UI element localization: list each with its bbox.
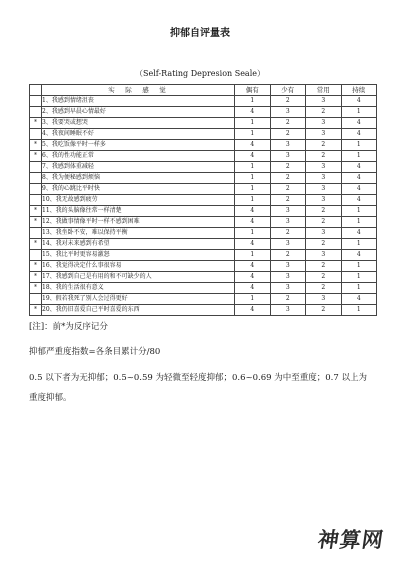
score-cell: 1 <box>235 129 271 140</box>
item-text: 17、我感到自己是有用的和不可缺少的人 <box>42 272 235 283</box>
score-cell: 3 <box>306 96 342 107</box>
score-cell: 2 <box>306 283 342 294</box>
reverse-score-marker: * <box>30 217 42 228</box>
reverse-score-marker: * <box>30 261 42 272</box>
score-cell: 3 <box>270 206 306 217</box>
table-row <box>30 151 377 162</box>
reverse-score-marker <box>30 195 42 206</box>
reverse-score-marker <box>30 129 42 140</box>
item-text: 3、我要哭或想哭 <box>42 118 235 129</box>
header-occasionally: 偶有 <box>235 85 271 96</box>
score-cell: 2 <box>306 107 342 118</box>
reverse-score-marker <box>30 228 42 239</box>
score-cell: 3 <box>270 239 306 250</box>
table-row <box>30 118 377 129</box>
item-text: 14、我对未来感到有希望 <box>42 239 235 250</box>
score-cell: 1 <box>341 272 377 283</box>
item-text: 7、我感到体重减轻 <box>42 162 235 173</box>
score-cell: 2 <box>270 173 306 184</box>
score-cell: 4 <box>341 173 377 184</box>
header-rarely: 少有 <box>270 85 306 96</box>
score-cell: 3 <box>270 272 306 283</box>
score-cell: 2 <box>270 96 306 107</box>
score-cell: 4 <box>341 129 377 140</box>
table-row <box>30 250 377 261</box>
score-cell: 4 <box>235 107 271 118</box>
score-cell: 2 <box>306 305 342 316</box>
score-cell: 3 <box>306 184 342 195</box>
item-text: 11、我的头脑像往常一样清楚 <box>42 206 235 217</box>
score-cell: 3 <box>270 140 306 151</box>
table-row <box>30 305 377 316</box>
reverse-score-marker: * <box>30 118 42 129</box>
score-cell: 1 <box>235 162 271 173</box>
header-often: 常用 <box>306 85 342 96</box>
item-text: 19、假若我死了别人会过得更好 <box>42 294 235 305</box>
reverse-score-marker <box>30 184 42 195</box>
score-cell: 4 <box>235 206 271 217</box>
score-cell: 3 <box>306 294 342 305</box>
reverse-score-marker: * <box>30 272 42 283</box>
score-cell: 2 <box>270 184 306 195</box>
score-cell: 1 <box>341 305 377 316</box>
score-cell: 2 <box>270 118 306 129</box>
watermark-logo: 神算网 <box>316 527 386 552</box>
score-cell: 3 <box>270 151 306 162</box>
table-row <box>30 272 377 283</box>
score-cell: 2 <box>270 195 306 206</box>
score-cell: 1 <box>235 96 271 107</box>
score-cell: 3 <box>306 162 342 173</box>
score-cell: 4 <box>235 305 271 316</box>
item-text: 18、我的生活很有意义 <box>42 283 235 294</box>
score-cell: 4 <box>235 151 271 162</box>
score-cell: 3 <box>270 305 306 316</box>
table-row <box>30 206 377 217</box>
score-cell: 4 <box>341 250 377 261</box>
rating-scale-table <box>29 84 377 316</box>
score-cell: 1 <box>235 250 271 261</box>
score-cell: 1 <box>235 294 271 305</box>
score-cell: 3 <box>270 261 306 272</box>
score-cell: 3 <box>306 250 342 261</box>
score-cell: 1 <box>235 184 271 195</box>
table-row <box>30 107 377 118</box>
reverse-score-marker <box>30 107 42 118</box>
item-text: 12、我做事情像平时一样不感到困难 <box>42 217 235 228</box>
table-row <box>30 261 377 272</box>
reverse-score-marker <box>30 162 42 173</box>
score-cell: 2 <box>306 217 342 228</box>
item-text: 4、我夜间睡眠不好 <box>42 129 235 140</box>
document-subtitle: （Self-Rating Depresion Seale） <box>135 69 265 78</box>
table-row <box>30 294 377 305</box>
score-cell: 2 <box>270 294 306 305</box>
score-cell: 3 <box>270 107 306 118</box>
table-row <box>30 195 377 206</box>
score-cell: 4 <box>235 140 271 151</box>
score-cell: 2 <box>270 162 306 173</box>
score-cell: 1 <box>341 140 377 151</box>
table-row <box>30 162 377 173</box>
header-continuous: 持续 <box>341 85 377 96</box>
score-cell: 3 <box>306 173 342 184</box>
document-title: 抑郁自评量表 <box>170 28 230 39</box>
reverse-score-marker: * <box>30 283 42 294</box>
table-row <box>30 140 377 151</box>
item-text: 20、我仍旧喜爱自己平时喜爱的东西 <box>42 305 235 316</box>
score-cell: 1 <box>341 283 377 294</box>
score-cell: 2 <box>306 140 342 151</box>
score-cell: 1 <box>235 118 271 129</box>
score-cell: 1 <box>341 107 377 118</box>
scoring-note: [注]：前*为反序记分 <box>29 322 108 332</box>
score-cell: 1 <box>341 261 377 272</box>
score-cell: 1 <box>341 151 377 162</box>
header-feeling: 实 际 感 觉 <box>42 85 235 96</box>
item-text: 6、我的性功能正常 <box>42 151 235 162</box>
reverse-score-marker <box>30 173 42 184</box>
item-text: 1、我感到情绪沮丧 <box>42 96 235 107</box>
reverse-score-marker <box>30 250 42 261</box>
table-row <box>30 283 377 294</box>
score-cell: 4 <box>341 118 377 129</box>
score-cell: 2 <box>306 272 342 283</box>
item-text: 9、我的心跳比平时快 <box>42 184 235 195</box>
item-text: 2、我感到早晨心情最好 <box>42 107 235 118</box>
score-cell: 4 <box>341 96 377 107</box>
reverse-score-marker <box>30 294 42 305</box>
score-cell: 4 <box>235 283 271 294</box>
reverse-score-marker: * <box>30 151 42 162</box>
table-row <box>30 96 377 107</box>
table-header-row <box>30 85 377 96</box>
table-row <box>30 239 377 250</box>
score-cell: 4 <box>341 195 377 206</box>
score-cell: 4 <box>341 228 377 239</box>
score-cell: 3 <box>270 217 306 228</box>
score-cell: 4 <box>235 261 271 272</box>
reverse-score-marker <box>30 96 42 107</box>
table-row <box>30 173 377 184</box>
reverse-score-marker: * <box>30 239 42 250</box>
score-cell: 4 <box>235 272 271 283</box>
table-row <box>30 184 377 195</box>
table-row <box>30 217 377 228</box>
item-text: 15、我比平时更容易激怒 <box>42 250 235 261</box>
score-cell: 4 <box>341 162 377 173</box>
severity-formula: 抑郁严重度指数=各条目累计分/80 <box>29 347 161 357</box>
score-cell: 2 <box>306 239 342 250</box>
score-cell: 2 <box>270 250 306 261</box>
score-cell: 4 <box>235 217 271 228</box>
score-cell: 3 <box>306 195 342 206</box>
item-text: 13、我坐卧不安，难以保持平衡 <box>42 228 235 239</box>
score-cell: 1 <box>341 206 377 217</box>
score-cell: 3 <box>270 283 306 294</box>
item-text: 5、我吃饭像平时一样多 <box>42 140 235 151</box>
score-cell: 1 <box>341 217 377 228</box>
reverse-score-marker: * <box>30 206 42 217</box>
item-text: 8、我为便秘感到烦恼 <box>42 173 235 184</box>
score-cell: 1 <box>235 195 271 206</box>
table-row <box>30 228 377 239</box>
reverse-score-marker: * <box>30 305 42 316</box>
score-cell: 3 <box>306 129 342 140</box>
score-cell: 1 <box>235 173 271 184</box>
score-cell: 2 <box>306 151 342 162</box>
score-cell: 4 <box>341 184 377 195</box>
header-star-cell <box>30 85 42 96</box>
reverse-score-marker: * <box>30 140 42 151</box>
score-cell: 2 <box>306 206 342 217</box>
score-cell: 2 <box>270 228 306 239</box>
item-text: 16、我觉得决定什么事很容易 <box>42 261 235 272</box>
score-cell: 4 <box>235 239 271 250</box>
table-row <box>30 129 377 140</box>
score-cell: 3 <box>306 228 342 239</box>
severity-interpretation: 0.5 以下者为无抑郁；0.5~0.59 为轻微至轻度抑郁；0.6~0.69 为中至重度；0.7 以上为重度抑郁。 <box>29 373 367 403</box>
score-cell: 2 <box>270 129 306 140</box>
score-cell: 1 <box>341 239 377 250</box>
score-cell: 2 <box>306 261 342 272</box>
score-cell: 3 <box>306 118 342 129</box>
score-cell: 1 <box>235 228 271 239</box>
score-cell: 4 <box>341 294 377 305</box>
item-text: 10、我无故感到疲劳 <box>42 195 235 206</box>
